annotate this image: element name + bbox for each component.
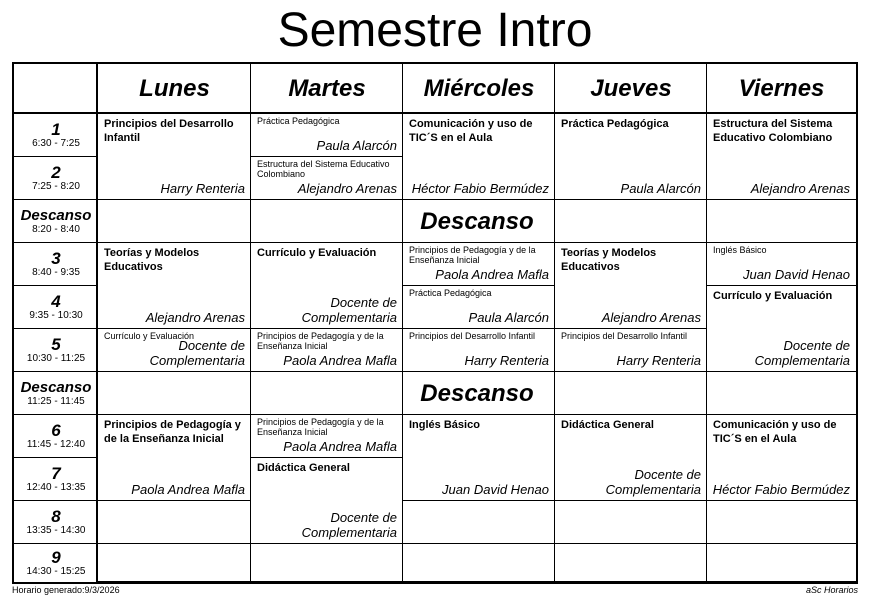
period-number: 6 [51,421,61,440]
period-time: 10:30 - 11:25 [26,353,86,364]
lesson-card[interactable] [251,114,403,157]
period-label [14,286,98,329]
break-period-label [14,200,98,243]
period-time: 12:40 - 13:35 [26,482,86,493]
lesson-teacher: Alejandro Arenas [750,181,850,196]
period-label [14,157,98,200]
period-label [14,544,98,582]
day-header-4: Viernes [738,75,825,102]
lesson-teacher: Paola Andrea Mafla [283,439,397,454]
period-number: 9 [51,547,61,567]
lesson-teacher: Harry Renteria [616,353,701,368]
empty-slot [98,501,251,544]
lesson-card[interactable] [98,243,251,329]
lesson-teacher: Juan David Henao [442,482,549,497]
period-time: 11:45 - 12:40 [26,439,86,450]
page-title: Semestre Intro [277,4,593,57]
lesson-card[interactable] [707,243,856,286]
grid-line [14,199,98,200]
lesson-card[interactable] [251,243,403,329]
lesson-teacher: Paula Alarcón [620,181,701,196]
lesson-subject: Currículo y Evaluación [104,331,195,341]
lesson-teacher: Alejandro Arenas [145,310,245,325]
lesson-subject: Práctica Pedagógica [409,288,492,298]
lesson-teacher: Alejandro Arenas [297,181,397,196]
lesson-teacher: Paola Andrea Mafla [283,353,397,368]
lesson-subject: Teorías y Modelos Educativos [561,247,657,273]
empty-slot [98,544,251,582]
empty-slot [707,544,856,582]
period-time: 7:25 - 8:20 [32,181,80,192]
generated-date: Horario generado:9/3/2026 [12,585,120,595]
grid-line [14,414,98,415]
period-time: 14:30 - 15:25 [26,565,86,577]
period-number: 5 [51,335,61,354]
lesson-teacher: Harry Renteria [160,181,245,196]
lesson-card[interactable] [403,286,555,329]
day-header-0: Lunes [139,75,210,102]
period-time: 11:25 - 11:45 [27,396,85,407]
break-band: Descanso [420,207,534,235]
empty-slot [251,544,403,582]
lesson-subject: Didáctica General [561,419,654,431]
period-label [14,243,98,286]
lesson-teacher: Paola Andrea Mafla [131,482,245,497]
lesson-card[interactable] [251,157,403,200]
lesson-subject: Estructura del Sistema Educativo Colombiano [257,159,390,179]
lesson-card[interactable] [707,415,856,501]
lesson-teacher: Docente de Complementaria [301,510,397,540]
timetable-grid [12,62,858,584]
lesson-card[interactable] [403,114,555,200]
lesson-subject: Práctica Pedagógica [561,118,669,130]
lesson-card[interactable] [251,329,403,372]
period-label [14,501,98,544]
period-number: Descanso [20,207,92,224]
day-header-2: Miércoles [423,75,535,102]
empty-slot [555,501,707,544]
break-band: Descanso [420,379,534,407]
grid-line [14,328,98,329]
lesson-teacher: Alejandro Arenas [601,310,701,325]
period-number: 4 [51,292,61,311]
lesson-teacher: Harry Renteria [464,353,549,368]
day-header-1: Martes [288,75,366,102]
lesson-card[interactable] [98,415,251,501]
lesson-subject: Estructura del Sistema Educativo Colombiano [713,118,833,144]
lesson-card[interactable] [403,329,555,372]
lesson-subject: Principios de Pedagogía y de la Enseñanza Inicial [257,417,384,437]
period-label [14,114,98,157]
period-time: 9:35 - 10:30 [29,310,83,321]
period-number: 3 [51,249,61,268]
lesson-subject: Comunicación y uso de TIC´S en el Aula [409,118,533,144]
lesson-subject: Principios de Pedagogía y de la Enseñanza Inicial [104,419,241,445]
period-number: 1 [51,120,61,139]
lesson-subject: Inglés Básico [409,419,480,431]
lesson-subject: Didáctica General [257,462,350,474]
grid-line [14,285,98,286]
lesson-subject: Inglés Básico [713,245,767,255]
brand-label: aSc Horarios [805,585,858,595]
empty-slot [707,501,856,544]
period-time: 6:30 - 7:25 [32,138,80,149]
lesson-subject: Principios de Pedagogía y de la Enseñanza Inicial [257,331,384,351]
period-label [14,458,98,501]
lesson-card[interactable] [555,114,707,200]
period-time: 8:20 - 8:40 [32,224,80,235]
lesson-subject: Principios del Desarrollo Infantil [561,331,688,341]
period-number: 7 [51,464,61,483]
lesson-card[interactable] [403,415,555,501]
lesson-card[interactable] [555,243,707,329]
lesson-card[interactable] [555,415,707,501]
period-number: 8 [51,507,61,526]
empty-slot [403,544,555,582]
empty-slot [555,544,707,582]
lesson-subject: Comunicación y uso de TIC´S en el Aula [713,419,837,445]
lesson-card[interactable] [98,329,251,372]
lesson-teacher: Paula Alarcón [468,310,549,325]
lesson-teacher: Docente de Complementaria [149,338,245,368]
lesson-subject: Principios de Pedagogía y de la Enseñanza Inicial [409,245,536,265]
grid-line [14,242,98,243]
lesson-card[interactable] [98,114,251,200]
period-label [14,329,98,372]
empty-slot [403,501,555,544]
lesson-teacher: Juan David Henao [743,267,850,282]
lesson-subject: Práctica Pedagógica [257,116,340,126]
break-period-label [14,372,98,415]
lesson-teacher: Docente de Complementaria [301,295,397,325]
lesson-card[interactable] [403,243,555,286]
lesson-card[interactable] [555,329,707,372]
period-number: 2 [51,163,61,182]
lesson-teacher: Paula Alarcón [316,138,397,153]
lesson-subject: Currículo y Evaluación [257,247,377,259]
lesson-teacher: Paola Andrea Mafla [435,267,549,282]
grid-line [14,457,98,458]
lesson-teacher: Héctor Fabio Bermúdez [712,482,850,497]
period-label [14,415,98,458]
period-number: Descanso [20,379,92,396]
grid-line [14,371,98,372]
grid-line [14,156,98,157]
lesson-teacher: Docente de Complementaria [754,338,850,368]
period-time: 13:35 - 14:30 [26,525,86,536]
lesson-teacher: Docente de Complementaria [605,467,701,497]
lesson-teacher: Héctor Fabio Bermúdez [411,181,549,196]
lesson-card[interactable] [707,114,856,200]
lesson-subject: Teorías y Modelos Educativos [104,247,200,273]
day-header-3: Jueves [590,75,672,102]
lesson-card[interactable] [707,286,856,372]
lesson-subject: Currículo y Evaluación [713,290,833,302]
grid-line [14,543,98,544]
lesson-subject: Principios del Desarrollo Infantil [409,331,536,341]
grid-line [14,500,98,501]
lesson-card[interactable] [251,415,403,458]
lesson-card[interactable] [251,458,403,544]
period-time: 8:40 - 9:35 [32,267,80,278]
lesson-subject: Principios del Desarrollo Infantil [104,118,234,144]
